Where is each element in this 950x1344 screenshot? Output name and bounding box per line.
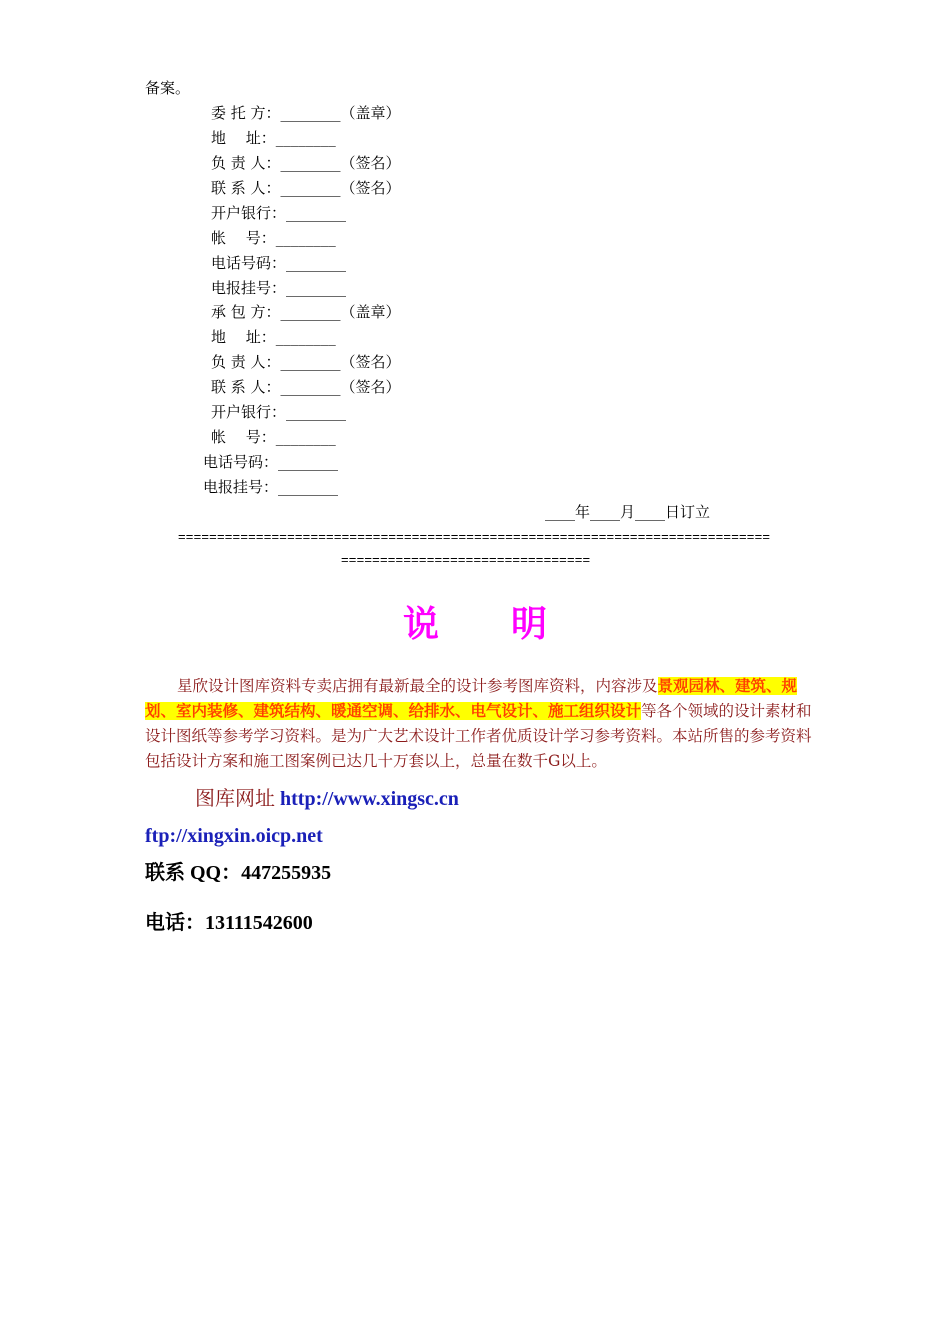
separator-line-1: ============================================================================ <box>178 529 771 544</box>
contractor-bank-line: 开户银行：________ <box>211 403 347 421</box>
notice-paragraph-highlight: 景观园林、建筑、规划、室内装修、建筑结构、暖通空调、给排水、电气设计、施工组织设计 <box>145 677 798 720</box>
client-principal-line: 负 责 人：________（签名） <box>211 154 401 172</box>
phone-number: 13111542600 <box>205 912 313 934</box>
contractor-account-line: 帐 号：________ <box>211 428 336 446</box>
intro-tail-text: 备案。 <box>145 79 191 97</box>
phone-label: 电话： <box>145 912 205 934</box>
site-label: 图库网址 <box>195 788 275 810</box>
ftp-url-link[interactable]: ftp://xingxin.oicp.net <box>145 825 323 847</box>
contractor-principal-line: 负 责 人：________（签名） <box>211 353 401 371</box>
notice-paragraph <box>145 674 825 774</box>
signing-date-line: ____年____月____日订立 <box>545 503 711 521</box>
client-party-line: 委 托 方：________（盖章） <box>211 104 401 122</box>
contractor-address-line: 地 址：________ <box>211 328 336 346</box>
contractor-telegraph-line: 电报挂号：________ <box>203 478 339 496</box>
contractor-contact-line: 联 系 人：________（签名） <box>211 378 401 396</box>
client-contact-line: 联 系 人：________（签名） <box>211 179 401 197</box>
notice-paragraph-intro: 星欣设计图库资料专卖店拥有最新最全的设计参考图库资料，内容涉及 <box>177 677 658 695</box>
notice-title: 说 明 <box>402 604 547 645</box>
separator-line-2: ================================ <box>341 552 591 567</box>
qq-row <box>145 859 331 887</box>
qq-label: 联系 QQ： <box>145 862 242 884</box>
contractor-phone-line: 电话号码：________ <box>203 453 339 471</box>
client-telegraph-line: 电报挂号：________ <box>211 279 347 297</box>
notice-paragraph-rest: 等各个领域的设计素材和设计图纸等参考学习资料。是为广大艺术设计工作者优质设计学习参考资料。本站所售的参考资料包括设计方案和施工图案例已达几十万套以上，总量在数千G以上。 <box>145 702 812 770</box>
client-phone-line: 电话号码：________ <box>211 254 347 272</box>
site-url-link[interactable]: http://www.xingsc.cn <box>280 788 459 810</box>
contractor-party-line: 承 包 方：________（盖章） <box>211 303 401 321</box>
client-account-line: 帐 号：________ <box>211 229 336 247</box>
client-bank-line: 开户银行：________ <box>211 204 347 222</box>
client-address-line: 地 址：________ <box>211 129 336 147</box>
qq-number: 447255935 <box>241 862 332 884</box>
site-row <box>195 785 459 813</box>
phone-row <box>145 909 313 937</box>
